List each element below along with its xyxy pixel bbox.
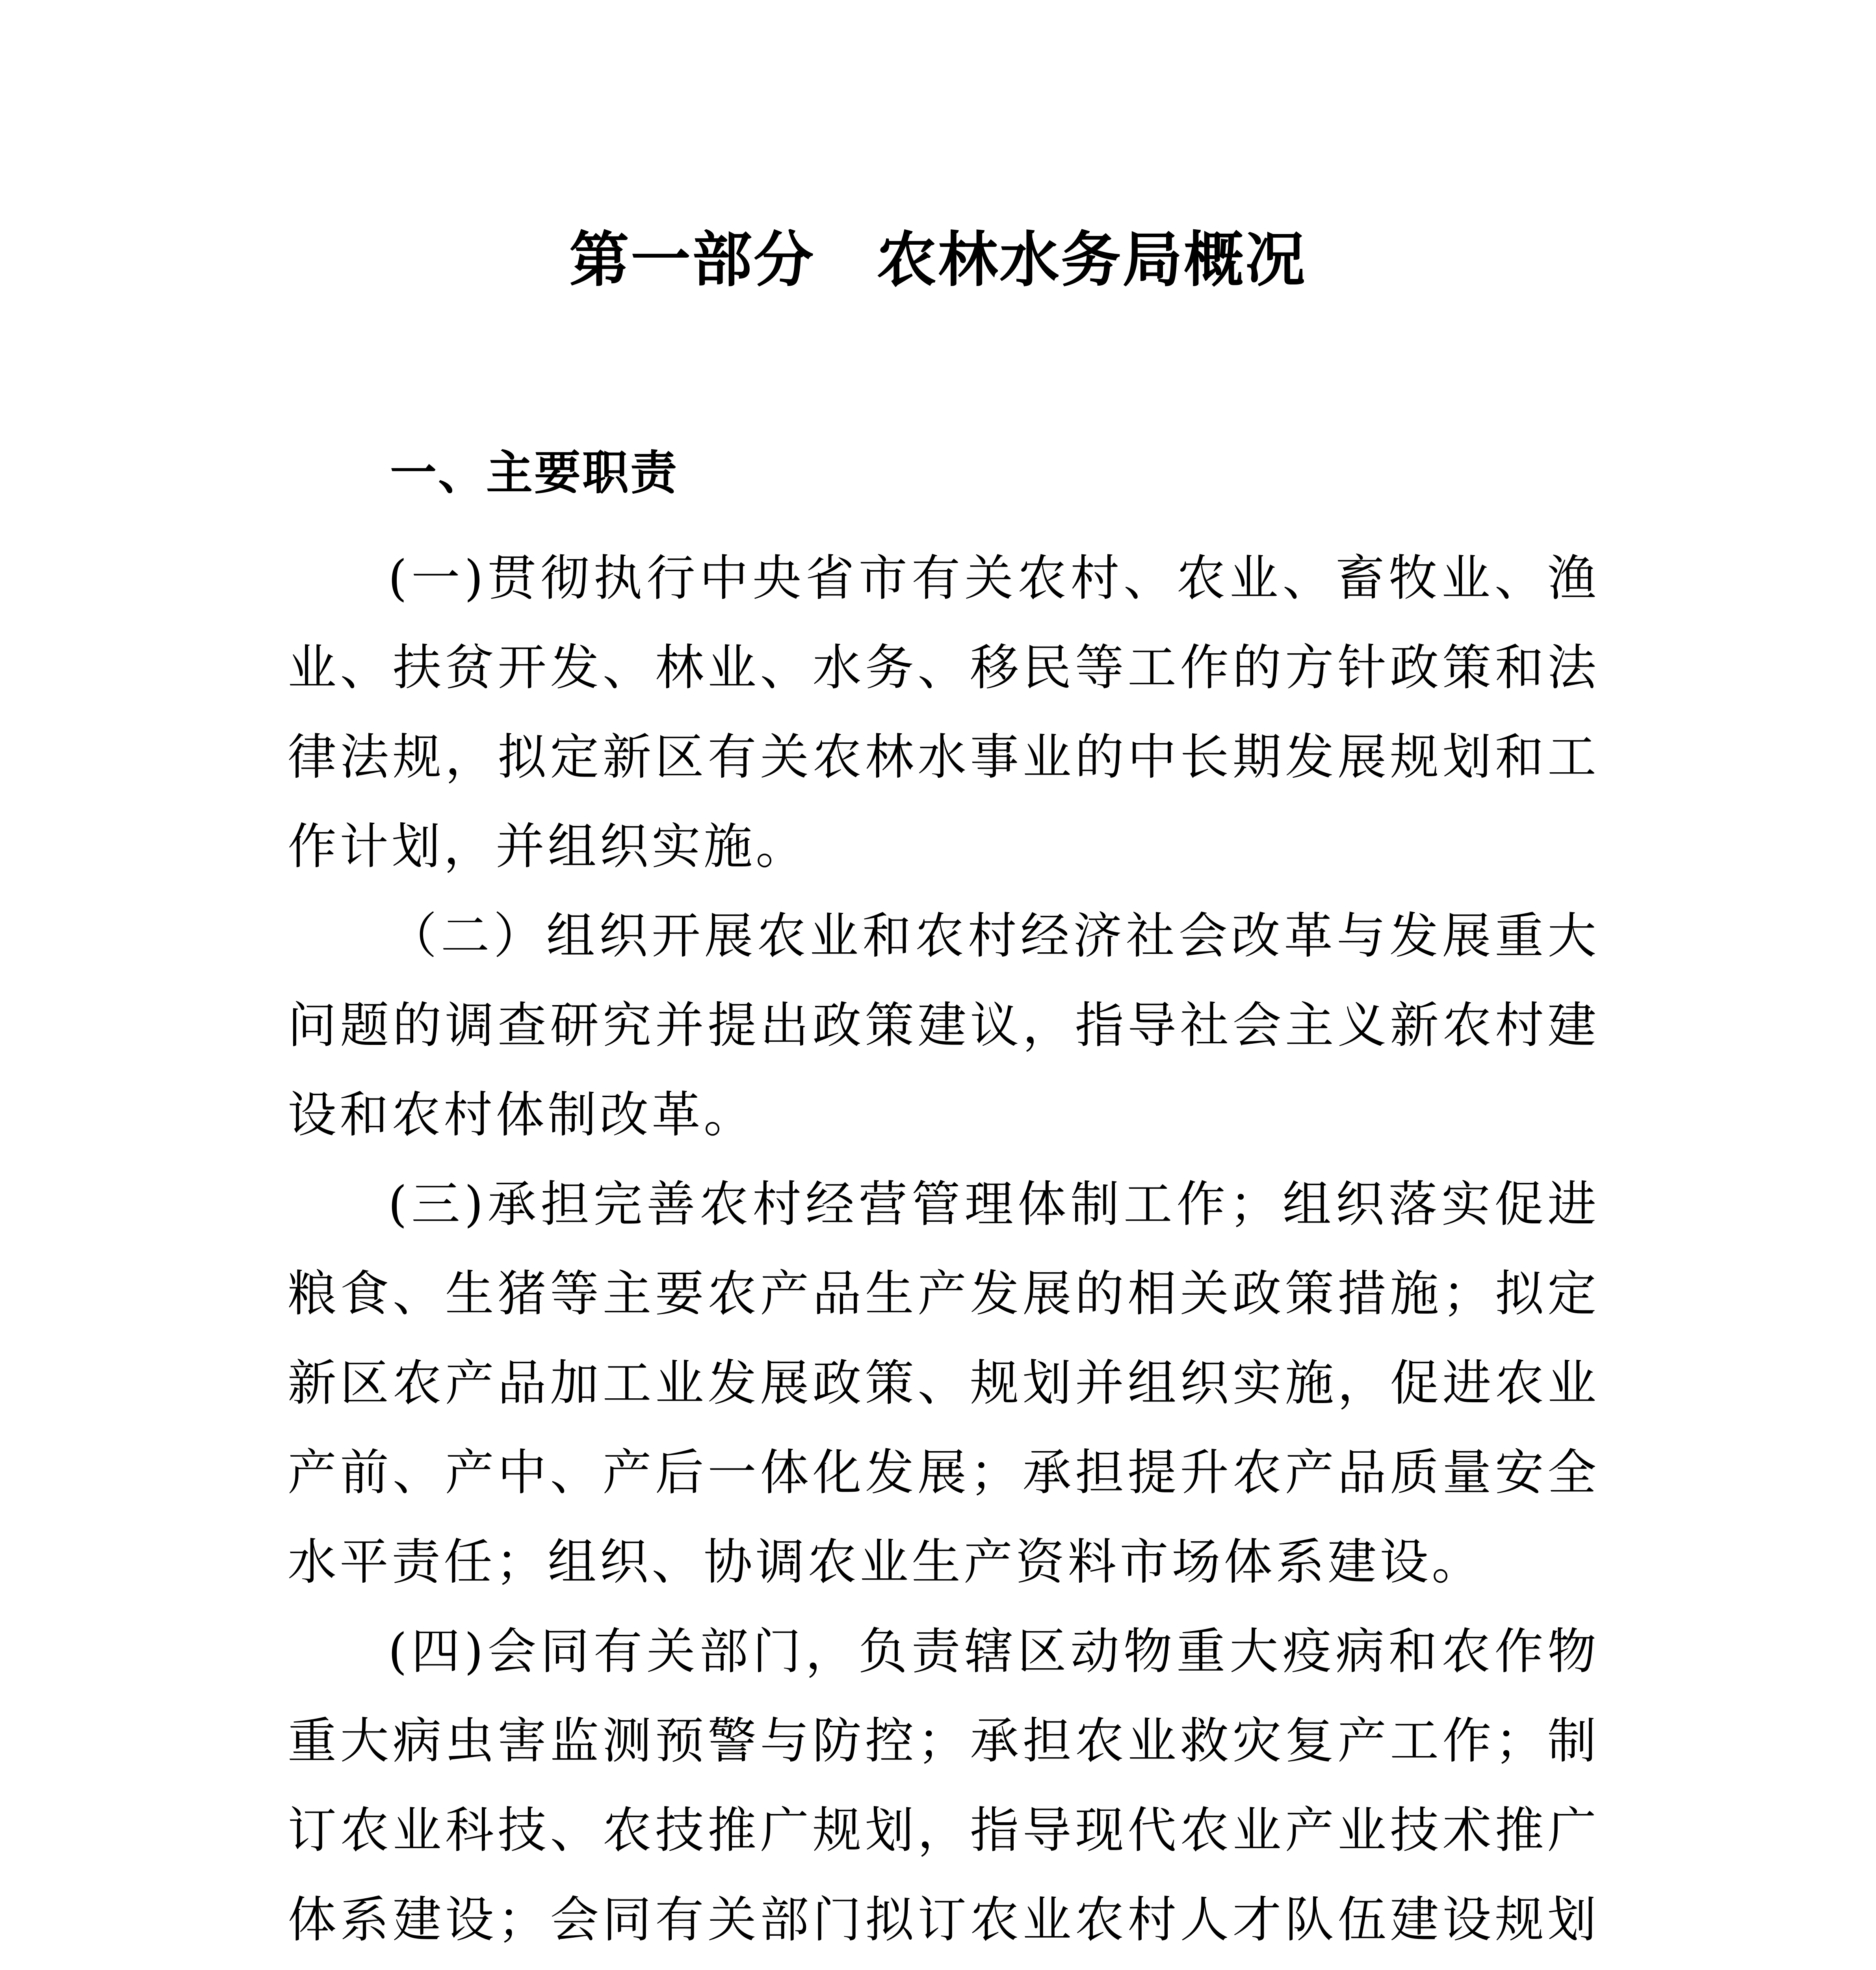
paragraph-2: （二）组织开展农业和农村经济社会改革与发展重大问题的调查研究并提出政策建议，指导社会主义新农村建设和农村体制改革。 [288,908,1599,1143]
paragraph-1: (一)贯彻执行中央省市有关农村、农业、畜牧业、渔业、扶贫开发、林业、水务、移民等工作的方针政策和法律法规，拟定新区有关农林水事业的中长期发展规划和工作计划，并组织实施。 [288,550,1599,875]
document-body [288,534,1599,1970]
section-heading: 一、主要职责 [390,446,679,500]
paragraph-4: (四)会同有关部门，负责辖区动物重大疫病和农作物重大病虫害监测预警与防控；承担农业救灾复产工作；制订农业科技、农技推广规划，指导现代农业产业技术推广体系建设；会同有关部门拟订农业农村人才队伍建设规划 [288,1623,1599,1948]
page-title: 第一部分 农林水务局概况 [569,225,1307,295]
paragraph-3: (三)承担完善农村经营管理体制工作；组织落实促进粮食、生猪等主要农产品生产发展的相关政策措施；拟定新区农产品加工业发展政策、规划并组织实施，促进农业产前、产中、产后一体化发展；承担提升农产品质量安全水平责任；组织、协调农业生产资料市场体系建设。 [288,1176,1599,1591]
